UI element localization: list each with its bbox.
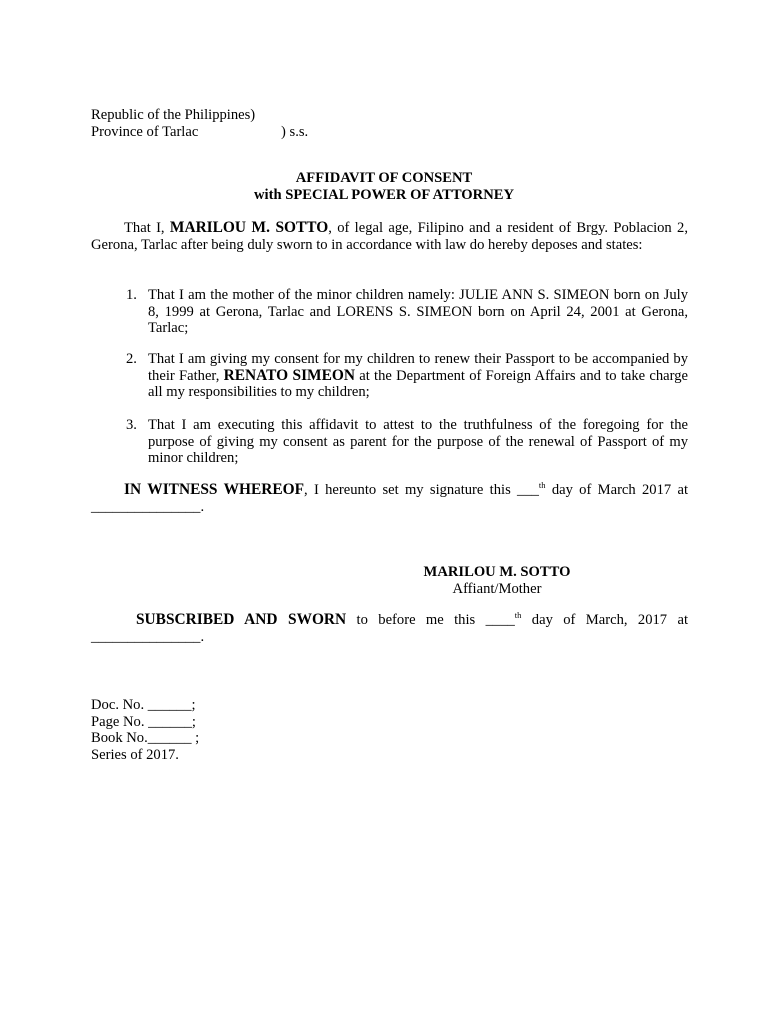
jurat-text-2: day of March, 2017 at _______________. — [91, 612, 688, 645]
doc-number: Doc. No. ______; — [91, 697, 196, 713]
title-line-1: AFFIDAVIT OF CONSENT — [295, 170, 473, 186]
item-text-after: at the Department of Foreign Affairs and to take charge all my responsibilities to my children; — [148, 367, 689, 401]
item-number: 3. — [126, 417, 137, 433]
item-number: 2. — [126, 351, 137, 367]
affiant-signature-block — [408, 564, 586, 597]
statement-item-3 — [126, 417, 688, 467]
venue-republic: Republic of the Philippines) — [91, 107, 256, 123]
page-number: Page No. ______; — [91, 713, 196, 730]
item-text-before: That I am giving my consent for my children to renew their Passport to be accompanied by their Father, — [148, 351, 688, 384]
venue-block — [91, 107, 391, 140]
witness-heading: IN WITNESS WHEREOF — [124, 481, 305, 498]
jurat-heading: SUBSCRIBED AND SWORN — [136, 611, 347, 628]
item-text: That I am the mother of the minor children namely: JULIE ANN S. SIMEON born on July 8, 1999 at Gerona, Tarlac and LORENS S. SIMEON born on April 24, 2001 at Gerona, Tarlac; — [148, 287, 688, 337]
witness-paragraph — [91, 482, 688, 515]
statement-item-2 — [126, 351, 689, 401]
title-line-2: with SPECIAL POWER OF ATTORNEY — [253, 186, 515, 203]
witness-ordinal: th — [538, 480, 546, 490]
jurat-text-1: to before me this ____ — [346, 612, 515, 628]
venue-province — [91, 124, 391, 141]
affiant-name: MARILOU M. SOTTO — [423, 564, 571, 580]
jurat-ordinal: th — [514, 610, 522, 620]
jurat-paragraph — [91, 612, 688, 645]
notarial-register-block — [91, 697, 199, 763]
series-year: Series of 2017. — [91, 746, 179, 763]
document-title — [0, 170, 768, 203]
witness-text-2: day of March 2017 at _______________. — [91, 482, 688, 515]
father-name: RENATO SIMEON — [223, 366, 355, 384]
venue-ss: ) s.s. — [281, 123, 309, 140]
intro-rest: , of legal age, Filipino and a resident of Brgy. Poblacion 2, Gerona, Tarlac after being duly sworn to in accordance with law do hereby deposes and states: — [91, 220, 688, 253]
affiant-role: Affiant/Mother — [452, 580, 542, 597]
statement-item-1 — [126, 287, 688, 337]
item-number: 1. — [126, 287, 137, 303]
witness-text-1: , I hereunto set my signature this ___ — [304, 482, 539, 498]
affiant-name-inline: MARILOU M. SOTTO — [169, 219, 329, 236]
item-text: That I am executing this affidavit to attest to the truthfulness of the foregoing for the purpose of giving my consent as parent for the purpose of the renewal of Passport of my minor children; — [148, 417, 688, 467]
intro-paragraph — [91, 220, 688, 253]
intro-lead: That I, — [124, 220, 170, 236]
venue-province-name: Province of Tarlac — [91, 123, 199, 140]
book-number: Book No.______ ; — [91, 730, 200, 747]
